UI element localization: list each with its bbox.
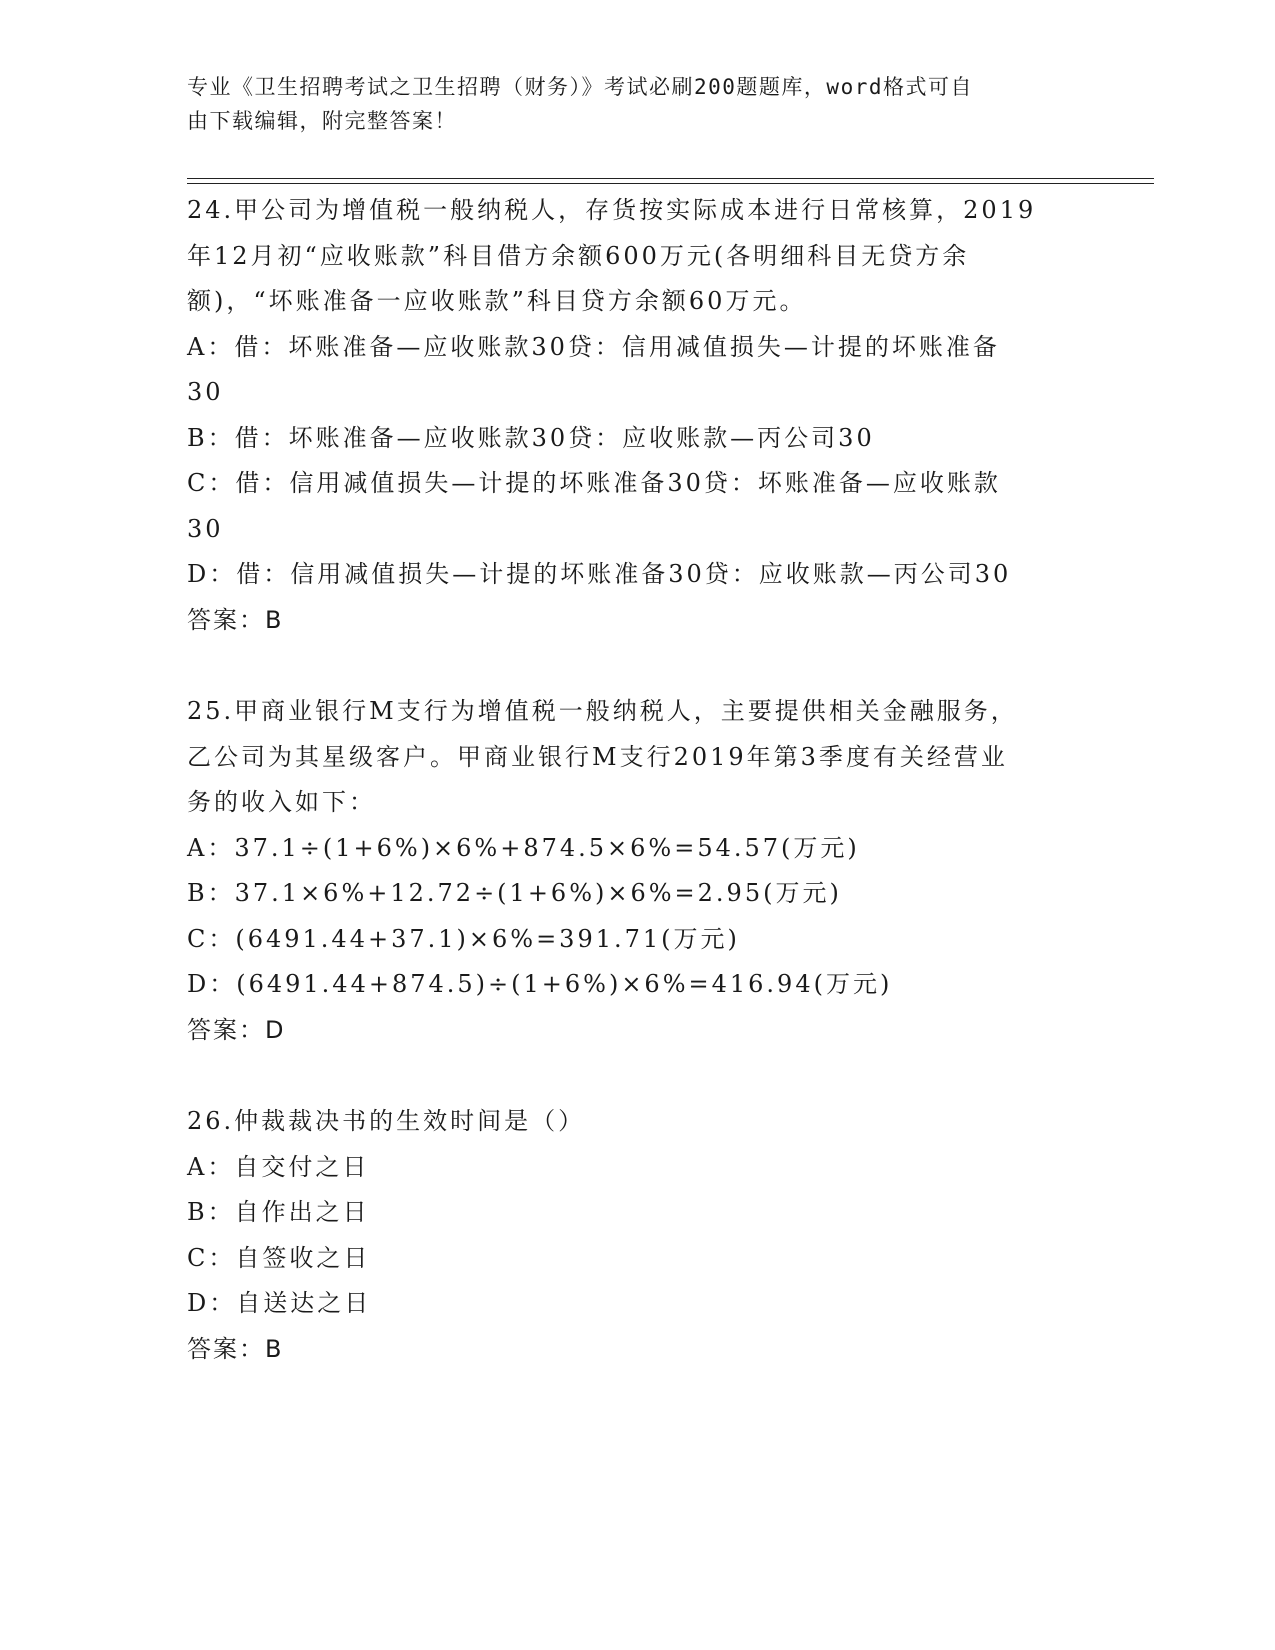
document-header — [187, 70, 1157, 138]
question-list — [187, 188, 1087, 1372]
option-d: D：自送达之日 — [187, 1289, 372, 1317]
header-line-1: 专业《卫生招聘考试之卫生招聘（财务）》考试必刷200题题库，word格式可自 — [187, 75, 973, 99]
option-a: A：37.1÷(1+6%)×6%+874.5×6%=54.57(万元) — [187, 833, 860, 862]
question-spacer — [187, 643, 1087, 689]
question-25 — [187, 689, 1087, 1053]
option-b: B：自作出之日 — [187, 1198, 370, 1226]
header-divider-bottom — [187, 183, 1154, 184]
header-divider-top — [187, 178, 1154, 179]
answer-line: 答案：B — [187, 605, 284, 634]
option-c-continued: 30 — [187, 514, 224, 543]
option-b: B：37.1×6%+12.72÷(1+6%)×6%=2.95(万元) — [187, 879, 842, 907]
option-c: C：(6491.44+37.1)×6%=391.71(万元) — [187, 924, 740, 953]
question-stem-line: 26.仲裁裁决书的生效时间是（） — [187, 1107, 586, 1135]
answer-line: 答案：B — [187, 1334, 284, 1363]
answer-line: 答案：D — [187, 1015, 286, 1044]
option-a: A：自交付之日 — [187, 1152, 370, 1181]
question-stem-line: 务的收入如下： — [187, 788, 376, 816]
question-stem-line: 25.甲商业银行M支行为增值税一般纳税人，主要提供相关金融服务， — [187, 697, 1018, 725]
question-stem-line: 24.甲公司为增值税一般纳税人，存货按实际成本进行日常核算，2019 — [187, 196, 1037, 224]
option-c: C：借：信用减值损失—计提的坏账准备30贷：坏账准备—应收账款 — [187, 469, 1001, 497]
question-spacer — [187, 1053, 1087, 1099]
option-a-continued: 30 — [187, 378, 224, 406]
question-stem-line: 乙公司为其星级客户。甲商业银行M支行2019年第3季度有关经营业 — [187, 742, 1008, 771]
option-b: B：借：坏账准备—应收账款30贷：应收账款—丙公司30 — [187, 423, 875, 452]
question-26 — [187, 1099, 1087, 1372]
option-d: D：(6491.44+874.5)÷(1+6%)×6%=416.94(万元) — [187, 970, 893, 998]
question-24 — [187, 188, 1087, 643]
question-stem-line: 额)，“坏账准备一应收账款”科目贷方余额60万元。 — [187, 287, 807, 315]
question-stem-line: 年12月初“应收账款”科目借方余额600万元(各明细科目无贷方余 — [187, 241, 970, 270]
option-c: C：自签收之日 — [187, 1243, 371, 1272]
option-a: A：借：坏账准备—应收账款30贷：信用减值损失—计提的坏账准备 — [187, 332, 1000, 361]
option-d: D：借：信用减值损失—计提的坏账准备30贷：应收账款—丙公司30 — [187, 560, 1012, 588]
header-line-2: 由下载编辑，附完整答案！ — [187, 109, 457, 133]
